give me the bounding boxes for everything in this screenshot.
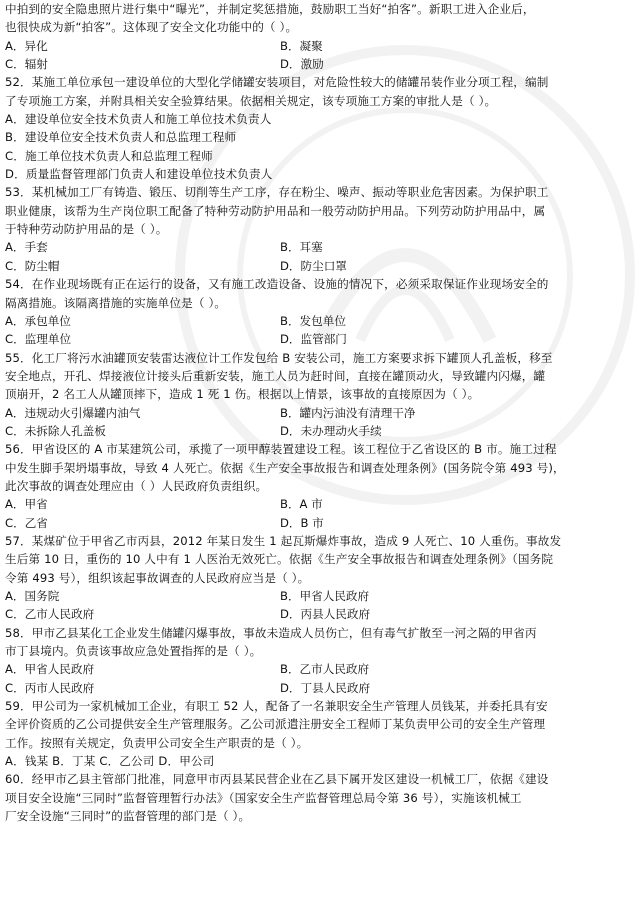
question-text-line: 全评价资质的乙公司提供安全生产管理服务。乙公司派遣注册安全工程师丁某负责甲公司的安全生产管理 (5, 717, 546, 732)
option-a: A．违规动火引爆罐内油气 (5, 405, 141, 420)
question-text-line: 隔离措施。该隔离措施的实施单位是（ ）。 (5, 295, 227, 310)
question-text-line: 顶崩开，2 名工人从罐顶摔下，造成 1 死 1 伤。根据以上情景，该事故的直接原因为（ ）。 (5, 387, 480, 402)
option-c: C．丙市人民政府 (5, 680, 95, 695)
option-d: D．丁县人民政府 (280, 680, 371, 695)
question-text-line: 此次事故的调查处理应由（ ）人民政府负责组织。 (5, 478, 268, 493)
option-b: B．罐内污油没有清理干净 (280, 405, 416, 420)
option-c: C．防尘帽 (5, 258, 60, 273)
options-row (5, 37, 635, 55)
question-56 (5, 440, 635, 532)
option-a: A．甲省 (5, 497, 48, 512)
option-a: A．建设单位安全技术负责人和施工单位技术负责人 (5, 112, 272, 127)
question-53 (5, 183, 635, 275)
option-b: B．乙市人民政府 (280, 662, 370, 677)
option-b: B．耳塞 (280, 240, 323, 255)
options-row (5, 605, 635, 623)
question-text-line: 中发生脚手架坍塌事故，导致 4 人死亡。依据《生产安全事故报告和调查处理条例》(国务院令第 493 号)， (5, 460, 565, 475)
options-row (5, 404, 635, 422)
option-c: C．乙市人民政府 (5, 607, 95, 622)
question-58 (5, 624, 635, 697)
question-text-line: 53．某机械加工厂有铸造、锻压、切削等生产工序，存在粉尘、噪声、振动等职业危害因素。为保护职工 (5, 185, 549, 200)
question-text-line: 56．甲省设区的 A 市某建筑公司，承揽了一项甲醇装置建设工程。该工程位于乙省设区的 B 市。施工过程 (5, 442, 557, 457)
options-inline: A．钱某 B．丁某 C．乙公司 D．甲公司 (5, 754, 215, 769)
option-c: C．未拆除人孔盖板 (5, 423, 106, 438)
question-59 (5, 697, 635, 770)
question-text-line: 了专项施工方案，并附具相关安全验算结果。依据相关规定，该专项施工方案的审批人是（ ）。 (5, 93, 497, 108)
option-b: B．甲省人民政府 (280, 589, 370, 603)
option-a: A．承包单位 (5, 313, 71, 328)
exam-document (5, 0, 635, 825)
question-text-line: 职业健康，该帮为生产岗位职工配备了特种劳动防护用品和一般劳动防护用品。下列劳动防护用品中，属 (5, 203, 546, 218)
question-text-line: 55．化工厂将污水油罐顶安装雷达液位计工作发包给 B 安装公司，施工方案要求拆下罐顶人孔盖板，移至 (5, 350, 553, 365)
intro-question-continuation (5, 0, 635, 73)
options-row (5, 495, 635, 513)
options-row (5, 679, 635, 697)
question-text-line: 安全地点，开孔、焊接液位计接头后重新安装，施工人员为赶时间，直接在罐顶动火，导致罐内闪爆，罐 (5, 368, 546, 383)
question-57 (5, 532, 635, 624)
question-text-line: 中拍到的安全隐患照片进行集中“曝光”，并制定奖惩措施，鼓励职工当好“拍客”。新职工进入企业后， (5, 2, 535, 16)
options-row (5, 587, 635, 605)
option-b: B．A 市 (280, 497, 323, 512)
options-row (5, 312, 635, 330)
question-text-line: 项目安全设施“三同时”监督管理暂行办法》（国家安全生产监督管理总局令第 36 号），实施该机械工 (5, 790, 522, 805)
options-row (5, 238, 635, 256)
question-text-line: 工作。按照有关规定，负责甲公司安全生产职责的是（ ）。 (5, 735, 309, 750)
question-text-line: 60．经甲市乙县主管部门批准，同意甲市丙县某民营企业在乙县下属开发区建设一机械工厂，依据《建设 (5, 772, 549, 787)
question-text-line: 厂安全设施“三同时”的监督管理的部门是（ ）。 (5, 809, 251, 824)
question-52 (5, 73, 635, 183)
option-d: D．未办理动火手续 (280, 423, 382, 438)
options-row (5, 422, 635, 440)
option-a: A．国务院 (5, 589, 60, 603)
options-row (5, 514, 635, 532)
option-a: A．甲省人民政府 (5, 662, 95, 677)
question-text-line: 于特种劳动防护用品的是（ ）。 (5, 222, 168, 237)
options-row (5, 55, 635, 73)
option-c: C．乙省 (5, 515, 48, 530)
options-row (5, 257, 635, 275)
option-c: C．辐射 (5, 57, 48, 72)
option-d: D．监管部门 (280, 332, 347, 347)
option-d: D．防尘口罩 (280, 258, 347, 273)
option-d: D．质量监督管理部门负责人和建设单位技术负责人 (5, 167, 273, 182)
question-55 (5, 349, 635, 441)
question-text-line: 也很快成为新“拍客”。这体现了安全文化功能中的（ ）。 (5, 20, 298, 35)
option-d: D．激励 (280, 57, 324, 72)
question-text-line: 令第 493 号），组织该起事故调查的人民政府应当是（ ）。 (5, 570, 310, 585)
option-a: A．异化 (5, 38, 48, 53)
question-text-line: 59．甲公司为一家机械加工企业，有职工 52 人，配备了一名兼职安全生产管理人员钱某，并委托具有安 (5, 699, 548, 714)
question-text-line: 57．某煤矿位于甲省乙市丙县，2012 年某日发生 1 起瓦斯爆炸事故，造成 9 人死亡、10 人重伤。事故发 (5, 533, 562, 548)
option-b: B．凝聚 (280, 38, 323, 53)
question-text-line: 生后第 10 日，重伤的 10 人中有 1 人医治无效死亡。依据《生产安全事故报告和调查处理条例》（国务院 (5, 552, 554, 567)
options-row (5, 330, 635, 348)
option-d: D．B 市 (280, 515, 324, 530)
question-60 (5, 770, 635, 825)
option-c: C．施工单位技术负责人和总监理工程师 (5, 148, 213, 163)
question-54 (5, 275, 635, 348)
option-b: B．发包单位 (280, 313, 346, 328)
option-b: B．建设单位安全技术负责人和总监理工程师 (5, 130, 237, 145)
option-c: C．监理单位 (5, 332, 72, 347)
option-a: A．手套 (5, 240, 48, 255)
option-d: D．丙县人民政府 (280, 607, 371, 622)
question-text-line: 58．甲市乙县某化工企业发生储罐闪爆事故，事故未造成人员伤亡，但有毒气扩散至一河之隔的甲省丙 (5, 625, 537, 640)
question-text-line: 54．在作业现场既有正在运行的设备，又有施工改造设备、设施的情况下，必须采取保证作业现场安全的 (5, 277, 549, 292)
options-row (5, 660, 635, 678)
question-text-line: 市丁县境内。负责该事故应急处置指挥的是（ ）。 (5, 644, 262, 659)
question-text-line: 52．某施工单位承包一建设单位的大型化学储罐安装项目，对危险性较大的储罐吊装作业分项工程，编制 (5, 75, 549, 90)
